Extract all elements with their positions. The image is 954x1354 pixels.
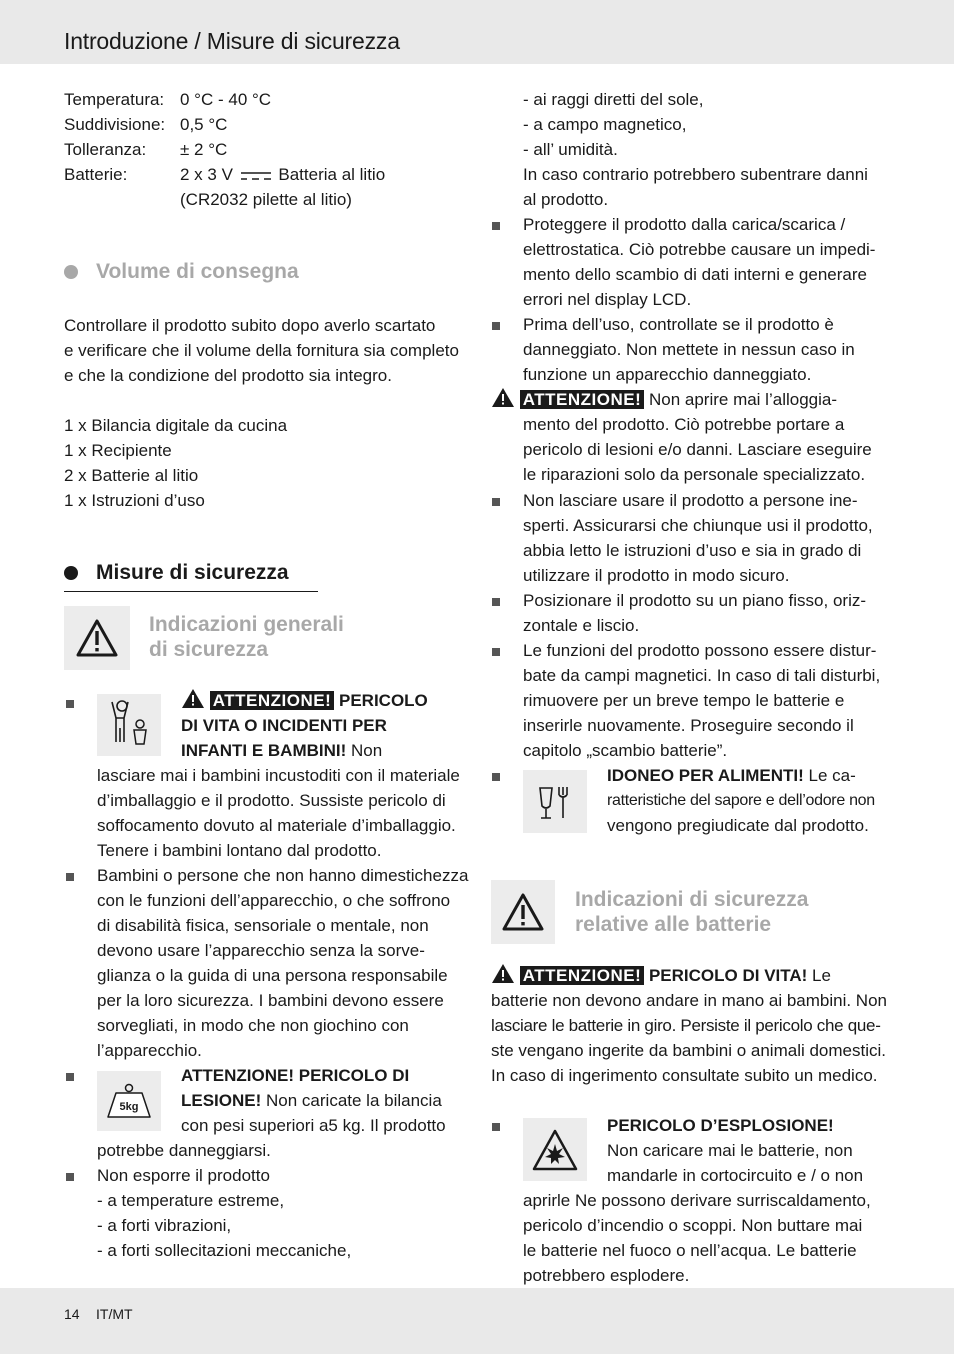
bullet-square-icon (66, 1073, 74, 1081)
bullet-surface-text: Posizionare il prodotto su un piano fisso, oriz- zontale e liscio. (523, 591, 867, 635)
child-hazard-box (97, 694, 161, 756)
battery-warning-box (491, 880, 555, 944)
bullet-dot-icon (64, 265, 78, 279)
volume-intro: Controllare il prodotto subito dopo averlo scartato e verificare che il volume della fornitura sia completo e che la condizione del prodotto sia integro. (64, 316, 459, 385)
bullet-square-icon (492, 598, 500, 606)
safety-heading: Misure di sicurezza (64, 561, 289, 585)
battery-life-warning: ATTENZIONE! PERICOLO DI VITA! Le batterie non devono andare in mano ai bambini. Non lasciare le batterie in giro. Persiste il pericolo che que- ste vengano ingerite da bambini o animali domestici. In caso di ingerimento consultate subito un medico. (491, 963, 887, 1088)
spec-value: (CR2032 pilette al litio) (180, 190, 352, 209)
attention-label: ATTENZIONE! (520, 966, 645, 985)
weight-label: 5kg (119, 1101, 139, 1113)
attention-label: ATTENZIONE! (520, 390, 645, 409)
bullet-magnetic-text: Le funzioni del prodotto possono essere distur- bate da campi magnetici. In caso di tali disturbi, rimuovere per un breve tempo le batterie e inserirle nuovamente. Proseguire secondo il capitolo „scambio batterie”. (523, 641, 881, 760)
warning-triangle-icon (75, 618, 119, 658)
warning-triangle-icon (491, 963, 515, 984)
weight-limit-box (97, 1071, 161, 1131)
explosion-warning: PERICOLO D’ESPLOSIONE! Non caricare mai le batterie, non mandarle in cortocircuito e / o non (607, 1116, 864, 1185)
weight-icon (104, 1083, 154, 1119)
page-number: 14 (64, 1306, 80, 1322)
general-safety-heading: Indicazioni generali di sicurezza (149, 613, 344, 661)
food-safe-text: IDONEO PER ALIMENTI! Le ca- ratteristiche del sapore e dell’odore non vengono pregiudicate dal prodotto. (607, 766, 875, 835)
warning-box (64, 606, 130, 670)
bullet-square-icon (492, 1123, 500, 1131)
bullet-weight-warning: ATTENZIONE! PERICOLO DI LESIONE! Non caricate la bilancia con pesi superiori a5 kg. Il prodotto (181, 1066, 446, 1135)
volume-heading: Volume di consegna (64, 260, 299, 284)
attention-label: ATTENZIONE! (210, 691, 335, 710)
spec-value: 0,5 °C (180, 115, 228, 134)
spec-value: Batteria al litio (278, 165, 386, 184)
bullet-square-icon (492, 222, 500, 230)
warning-triangle-icon (181, 688, 205, 709)
bullet-child-text: lasciare mai i bambini incustoditi con il materiale d’imballaggio e il prodotto. Sussiste pericolo di soffocamento dovuto al materiale d’imballaggio. Tenere i bambini lontano dal prodotto. (97, 766, 460, 860)
child-hazard-icon (104, 698, 154, 752)
list-item: 1 x Recipiente (64, 441, 172, 460)
explosion-text: aprirle Ne possono derivare surriscaldamento, pericolo d’incendio o scoppi. Non buttare mai le batterie nel fuoco o nell’acqua. Le batterie potrebbero esplodere. (523, 1191, 871, 1285)
bullet-electrostatic-text: Proteggere il prodotto dalla carica/scarica / elettrostatica. Ciò potrebbe causare un impedi- mento dello scambio di dati interni e generare errori nel display LCD. (523, 215, 876, 309)
specs-table (64, 87, 385, 212)
bullet-dot-icon (64, 566, 78, 580)
warning-triangle-icon (491, 387, 515, 408)
food-safe-icon (535, 782, 575, 822)
list-item: 2 x Batterie al litio (64, 466, 199, 485)
list-item: 1 x Bilancia digitale da cucina (64, 416, 288, 435)
bullet-square-icon (66, 873, 74, 881)
warning-triangle-icon (501, 892, 545, 932)
language-code: IT/MT (96, 1306, 133, 1322)
explosion-hazard-icon (532, 1129, 578, 1171)
bullet-child-warning: ATTENZIONE! PERICOLO DI VITA O INCIDENTI PER INFANTI E BAMBINI! Non (181, 688, 428, 763)
bullet-square-icon (66, 700, 74, 708)
bullet-square-icon (492, 648, 500, 656)
bullet-square-icon (66, 1173, 74, 1181)
volume-list (64, 413, 287, 513)
page-title: Introduzione / Misure di sicurezza (64, 28, 400, 54)
bullet-check-damage-text: Prima dell’uso, controllate se il prodotto è danneggiato. Non mettete in nessun caso in funzione un apparecchio danneggiato. (523, 315, 855, 384)
explosion-hazard-box (523, 1118, 587, 1181)
dc-symbol-icon (240, 170, 272, 182)
list-item: 1 x Istruzioni d’uso (64, 491, 205, 510)
spec-key: Temperatura: (64, 90, 165, 109)
open-housing-warning: ATTENZIONE! Non aprire mai l’alloggia- (491, 387, 837, 412)
spec-value: 0 °C - 40 °C (180, 90, 272, 109)
spec-key: Suddivisione: (64, 115, 166, 134)
page-footer (0, 1288, 954, 1354)
bullet-square-icon (492, 773, 500, 781)
bullet-weight-text: potrebbe danneggiarsi. (97, 1141, 271, 1160)
open-housing-text: mento del prodotto. Ciò potrebbe portare a pericolo di lesioni e/o danni. Lasciare eseguire le riparazioni solo da personale specializzato. (523, 415, 872, 484)
heading-underline (64, 591, 318, 592)
bullet-square-icon (492, 498, 500, 506)
bullet-square-icon (492, 322, 500, 330)
spec-key: Tolleranza: (64, 140, 147, 159)
exposure-continued: - ai raggi diretti del sole, - a campo magnetico, - all’ umidità. In caso contrario potrebbero subentrare danni al prodotto. (523, 90, 868, 209)
spec-key: Batterie: (64, 165, 128, 184)
bullet-inexperienced-text: Non lasciare usare il prodotto a persone ine- sperti. Assicurarsi che chiunque usi il prodotto, abbia letto le istruzioni d’uso e sia in grado di utilizzare il prodotto in modo sicuro. (523, 491, 873, 585)
food-safe-box (523, 770, 587, 833)
spec-value: 2 x 3 V (180, 165, 233, 184)
bullet-exposure-text: Non esporre il prodotto - a temperature estreme, - a forti vibrazioni, - a forti sollecitazioni meccaniche, (97, 1166, 352, 1260)
page-header (0, 0, 954, 64)
bullet-disability-text: Bambini o persone che non hanno dimestichezza con le funzioni dell’apparecchio, o che soffrono di disabilità fisica, sensoriale o mentale, non devono usare l’apparecchio senza la sorve- glianza o la guida di una persona responsabile per la loro sicurezza. I bambini devono essere sorvegliati, in modo che non giochino con l’apparecchio. (97, 866, 469, 1060)
battery-safety-heading: Indicazioni di sicurezza relative alle batterie (575, 888, 809, 936)
spec-value: ± 2 °C (180, 140, 228, 159)
